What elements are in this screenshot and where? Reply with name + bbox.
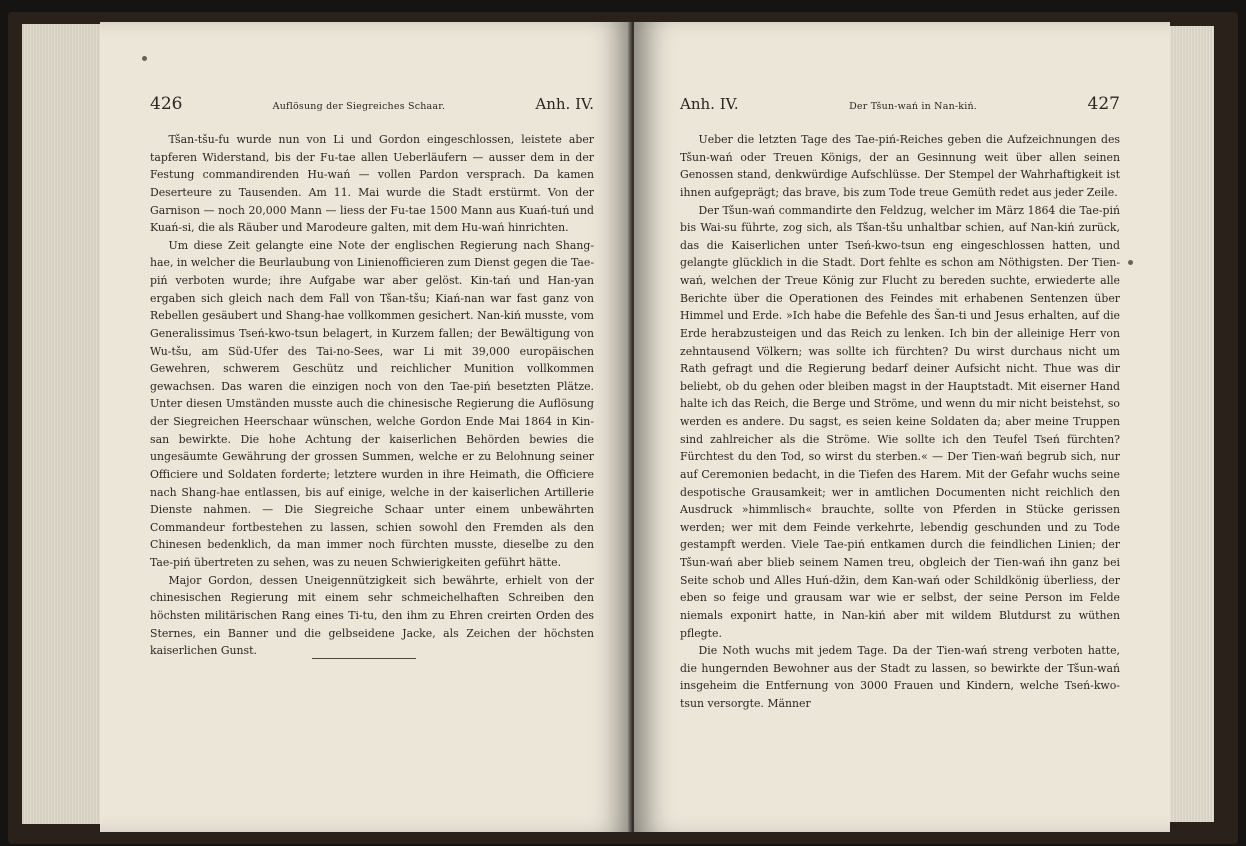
left-page [100,22,632,832]
paper-speck [142,56,147,61]
paragraph: Der Tšun-wań commandirte den Feldzug, welcher im März 1864 die Tae-piń bis Wai-su führte, zog sich, als Tšan-tšu unhaltbar schien, auf Nan-kiń zurück, das die Kaiserlichen unter Tseń-kwo-tsun eng eingeschlossen hatten, und gelangte glücklich in die Stadt. Dort fehlte es schon am Nöthigsten. Der Tien-wań, welchen der Treue König zur Flucht zu bereden suchte, erwiederte alle Berichte über die Operationen des Feindes mit erhabenen Sentenzen über Himmel und Erde. »Ich habe die Befehle des Šan-ti und Jesus erhalten, auf die Erde herabzusteigen und das Reich zu lenken. Ich bin der alleinige Herr von zehntausend Völkern; was sollte ich fürchten? Du wirst durchaus nicht um Rath gefragt und die Regierung bedarf deiner Aufsicht nicht. Thue was dir beliebt, ob du gehen oder bleiben magst in der Hauptstadt. Mit eiserner Hand halte ich das Reich, die Berge und Ströme, und wenn du mir nicht beistehst, so werden es andere. Du sagst, es seien keine Soldaten da; aber meine Truppen sind zahlreicher als die Ströme. Wie sollte ich den Teufel Tseń fürchten? Fürchtest du den Tod, so wirst du sterben.« — Der Tien-wań begrub sich, nur auf Ceremonien bedacht, in die Tiefen des Harem. Mit der Gefahr wuchs seine despotische Grausamkeit; wer in amtlichen Documenten nicht reichlich den Ausdruck »himmlisch« brauchte, sollte von Pferden in Stücke gerissen werden; wer mit dem Feinde verkehrte, lebendig geschunden und zu Tode gestampft werden. Viele Tae-piń entkamen durch die feindlichen Linien; der Tšun-wań aber blieb seinem Namen treu, obgleich der Tien-wań ihn ganz bei Seite schob und Alles Huń-džin, dem Kan-wań oder Schildkönig überliess, der eben so feige und grausam war wie er selbst, der seine Person im Felde niemals exponirt hatte, in Nan-kiń aber mit wildem Blutdurst zu wüthen pflegte. [680,203,1120,640]
paragraph: Major Gordon, dessen Uneigennützigkeit sich bewährte, erhielt von der chinesischen Regierung mit einem sehr schmeichelhaften Schreiben den höchsten militärischen Rang eines Ti-tu, den ihm zu Ehren creirten Orden des Sternes, ein Banner und die gelbseidene Jacke, als Zeichen der höchsten kaiserlichen Gunst. [150,573,594,658]
left-running-title: Auflösung der Siegreiches Schaar. [272,101,446,112]
paragraph: Um diese Zeit gelangte eine Note der englischen Regierung nach Shang-hae, in welcher die Beurlaubung von Linienofficieren zum Dienst gegen die Tae-piń verboten wurde; ihre Aufgabe war aber gelöst. Kin-tań und Han-yan ergaben sich gleich nach dem Fall von Tšan-tšu; Kiań-nan war fast ganz von Rebellen gesäubert und Shang-hae vollkommen gesichert. Nan-kiń musste, vom Generalissimus Tseń-kwo-tsun belagert, in Kurzem fallen; der Bewältigung von Wu-tšu, am Süd-Ufer des Tai-no-Sees, war Li mit 39,000 europäischen Gewehren, schwerem Geschütz und reichlicher Munition vollkommen gewachsen. Das waren die einzigen noch von den Tae-piń besetzten Plätze. Unter diesen Umständen musste auch die chinesische Regierung die Auflösung der Siegreichen Heerschaar wünschen, welche Gordon Ende Mai 1864 in Kin-san bewirkte. Die hohe Achtung der kaiserlichen Behörden bewies die ungesäumte Gewährung der grossen Summen, welche er zu Belohnung seiner Officiere und Soldaten forderte; letztere wurden in ihre Heimath, die Officiere nach Shang-hae entlassen, bis auf einige, welche in der kaiserlichen Artillerie Dienste nahmen. — Die Siegreiche Schaar unter einem unbewährten Commandeur fortbestehen zu lassen, schien sowohl den Fremden als den Chinesen bedenklich, da man immer noch fürchten musste, dieselbe zu den Tae-piń übertreten zu sehen, was zu neuen Schwierigkeiten geführt hätte. [150,238,594,569]
right-section-label: Anh. IV. [680,95,739,113]
right-running-title: Der Tšun-wań in Nan-kiń. [849,101,978,112]
right-page [634,22,1170,832]
right-page-body [680,131,1120,713]
paragraph: Tšan-tšu-fu wurde nun von Li und Gordon eingeschlossen, leistete aber tapferen Widerstand, bis der Fu-tae allen Ueberläufern — ausser dem in der Festung commandirenden Hu-wań — vollen Pardon versprach. Da kamen Deserteure zu Tausenden. Am 11. Mai wurde die Stadt erstürmt. Von der Garnison — noch 20,000 Mann — liess der Fu-tae 1500 Mann aus Kuań-tuń und Kuań-si, die als Räuber und Marodeure galten, mit dem Hu-wań hinrichten. [150,133,594,235]
paragraph: Die Noth wuchs mit jedem Tage. Da der Tien-wań streng verboten hatte, die hungernden Bewohner aus der Stadt zu lassen, so bewirkte der Tšun-wań insgeheim die Entfernung von 3000 Frauen und Kindern, welche Tseń-kwo-tsun versorgte. Männer [680,644,1120,710]
right-page-header [680,94,1120,116]
left-page-number: 426 [150,94,183,114]
left-page-edges [22,24,108,824]
paragraph: Ueber die letzten Tage des Tae-piń-Reiches geben die Aufzeichnungen des Tšun-wań oder Treuen Königs, der an Gesinnung weit über allen seinen Genossen stand, denkwürdige Aufschlüsse. Der Stempel der Wahrhaftigkeit ist ihnen aufgeprägt; das brave, bis zum Tode treue Gemüth redet aus jeder Zeile. [680,133,1120,199]
paper-speck [1128,260,1133,265]
right-page-number: 427 [1087,94,1120,114]
left-page-body [150,131,594,660]
left-page-header [150,94,594,116]
end-rule [312,658,416,659]
left-section-label: Anh. IV. [535,95,594,113]
